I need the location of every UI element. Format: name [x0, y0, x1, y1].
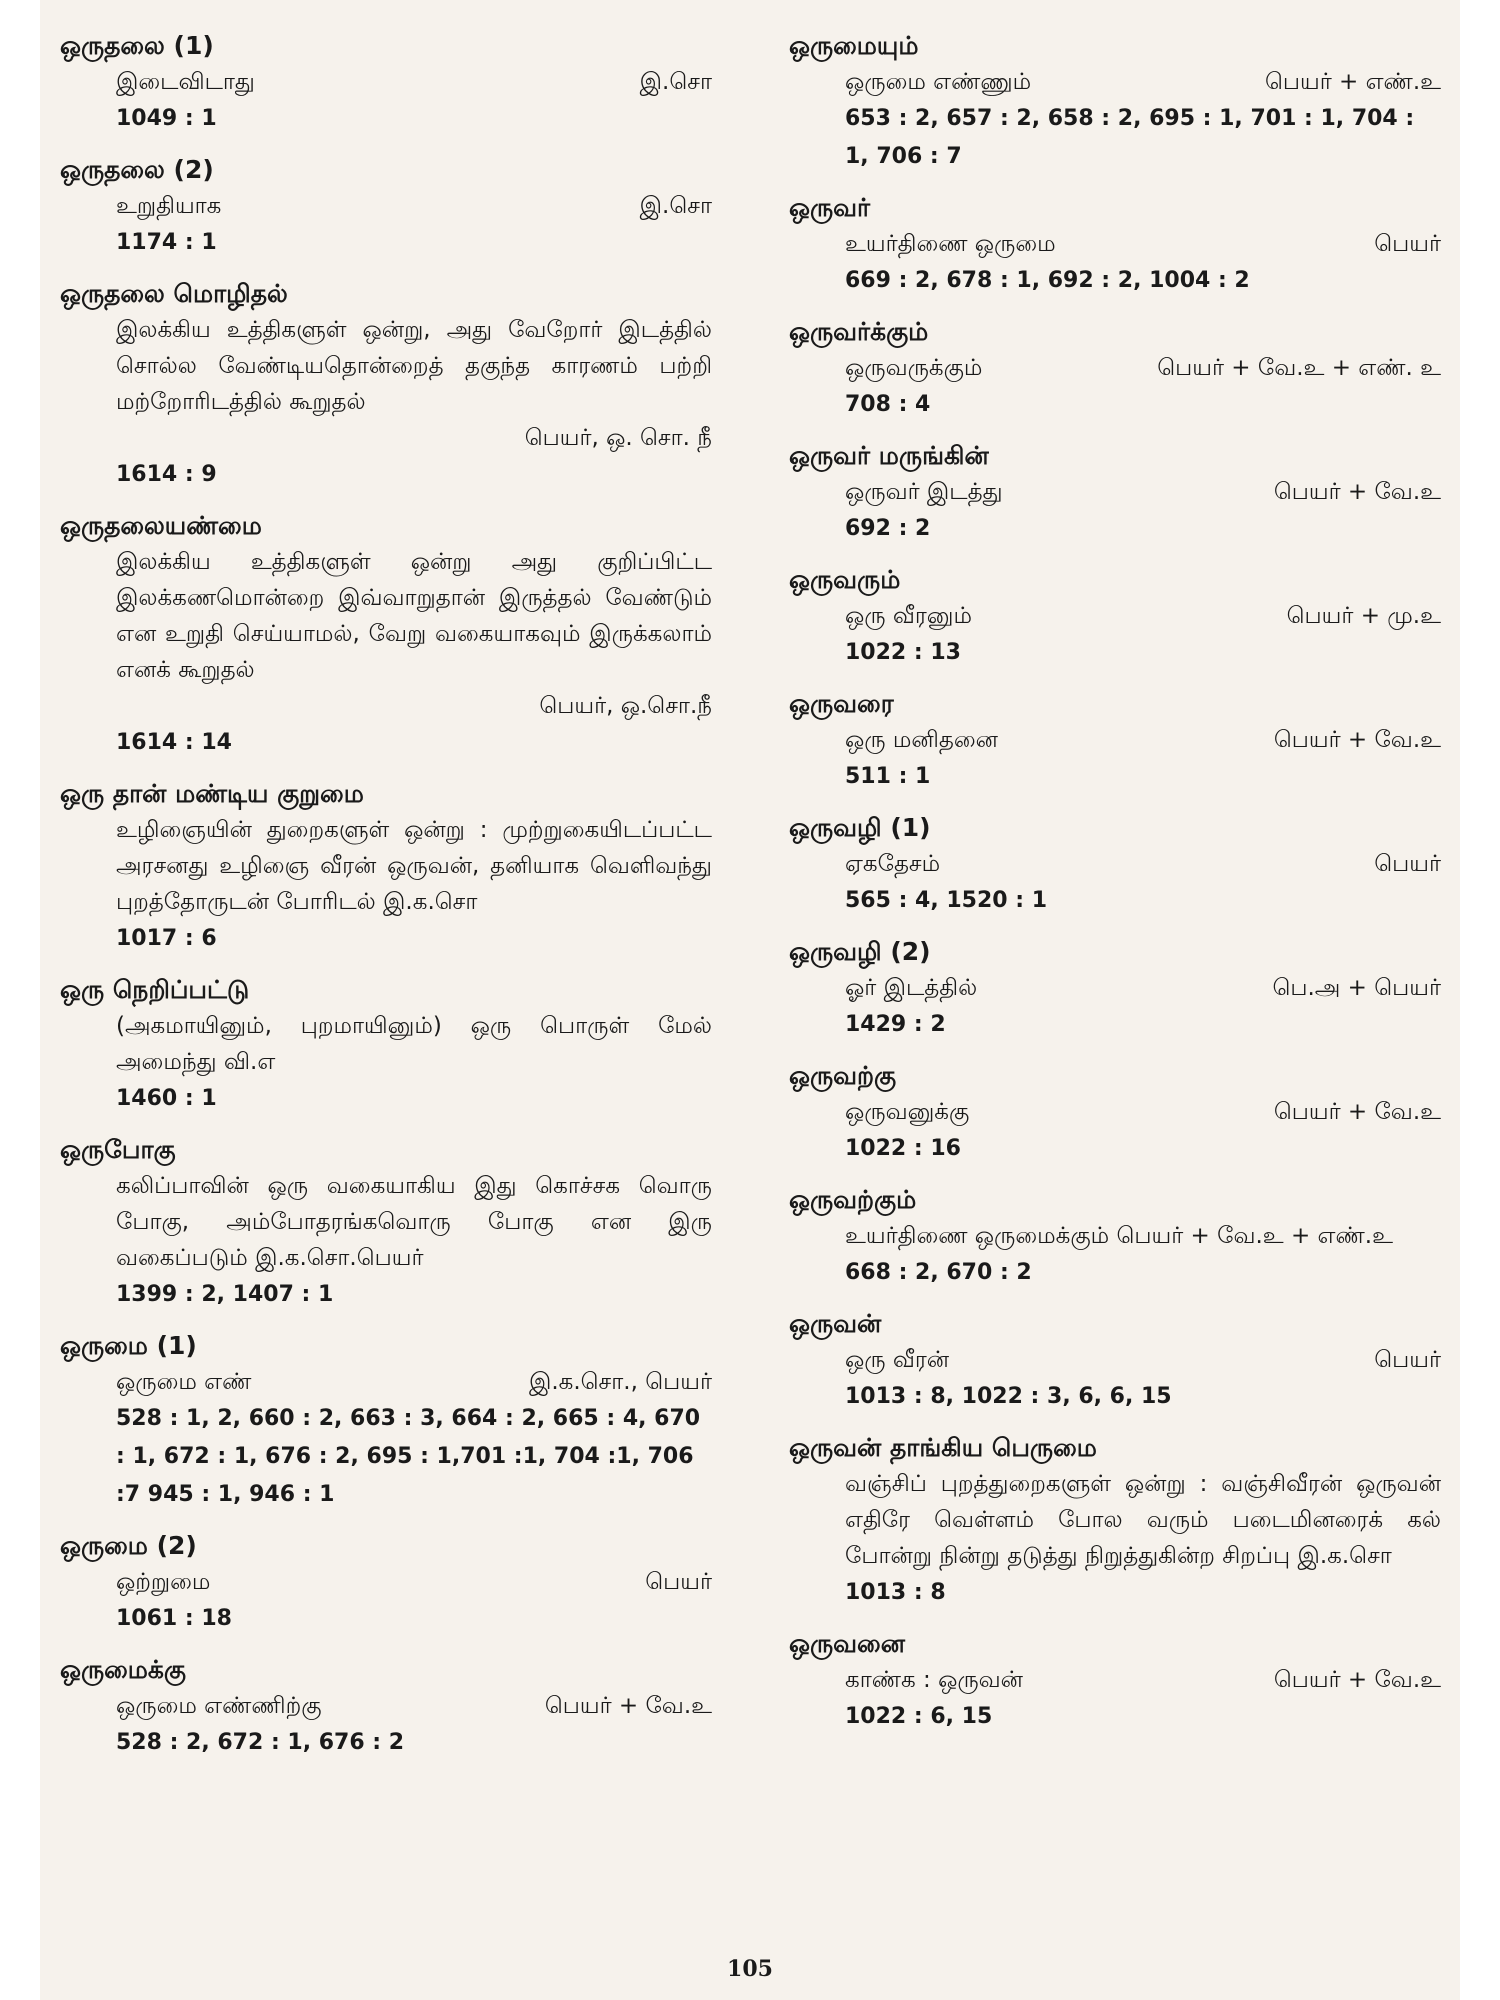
entry-references: 565 : 4, 1520 : 1 — [845, 888, 1048, 913]
entry-headword: ஒருமையும் — [789, 31, 919, 60]
entry-meaning — [845, 1466, 1441, 1574]
entry-gloss: ஒருமை எண்ணிற்கு — [116, 1693, 322, 1719]
entry-references: 1061 : 18 — [116, 1606, 232, 1631]
entry-references: 1614 : 14 — [116, 730, 232, 755]
entry-meaning-text: உழிஞையின் துறைகளுள் ஒன்று : முற்றுகையிடப்பட்ட அரசனது உழிஞை வீரன் ஒருவன், தனியாக வெளிவந்து புறத்தோருடன் போரிடல் — [116, 817, 712, 915]
entry-gloss: உயர்திணை ஒருமைக்கும் பெயர் + வே.உ + எண்.உ — [845, 1223, 1393, 1249]
entry-gloss: ஒற்றுமை — [116, 1569, 211, 1595]
dictionary-entry — [60, 152, 712, 262]
entry-references: 1429 : 2 — [845, 1012, 946, 1037]
entry-references: 528 : 1, 2, 660 : 2, 663 : 3, 664 : 2, 665 : 4, 670 : 1, 672 : 1, 676 : 2, 695 : 1,701 :1, 704 :1, 706 :7 945 : 1, 946 : 1 — [116, 1406, 701, 1507]
entry-headword: ஒருவர்க்கும் — [789, 317, 929, 346]
entry-references: 669 : 2, 678 : 1, 692 : 2, 1004 : 2 — [845, 268, 1250, 293]
entry-gloss: ஒருவருக்கும் — [845, 355, 983, 381]
page-number: 105 — [727, 1956, 773, 1982]
entry-category: இ.க.சொ.பெயர் — [255, 1245, 424, 1271]
entry-references: 528 : 2, 672 : 1, 676 : 2 — [116, 1730, 405, 1755]
entry-headword: ஒரு தான் மண்டிய குறுமை — [60, 779, 364, 808]
entry-meaning — [116, 812, 712, 920]
dictionary-entry — [789, 28, 1441, 176]
dictionary-entry — [789, 1182, 1441, 1292]
entry-headword: ஒருமை (2) — [60, 1531, 197, 1560]
entry-headword: ஒரு நெறிப்பட்டு — [60, 975, 250, 1004]
entry-headword: ஒருமை (1) — [60, 1331, 197, 1360]
dictionary-entry — [60, 508, 712, 762]
entry-headword: ஒருவற்கும் — [789, 1185, 917, 1214]
dictionary-entry — [60, 276, 712, 494]
entry-headword: ஒருதலையண்மை — [60, 511, 262, 540]
entry-gloss: ஒரு வீரன் — [845, 1347, 950, 1373]
entry-headword: ஒருவற்கு — [789, 1061, 897, 1090]
dictionary-entry — [789, 1306, 1441, 1416]
dictionary-entry — [60, 1652, 712, 1762]
entry-gloss: உயர்திணை ஒருமை — [845, 231, 1056, 257]
entry-headword: ஒருவனை — [789, 1629, 905, 1658]
entry-headword: ஒருவன் தாங்கிய பெருமை — [789, 1433, 1097, 1462]
entry-meaning: இலக்கிய உத்திகளுள் ஒன்று, அது வேறோர் இடத்தில் சொல்ல வேண்டியதொன்றைத் தகுந்த காரணம் பற்றி மற்றோரிடத்தில் கூறுதல் — [116, 317, 712, 415]
entry-gloss: ஏகதேசம் — [845, 851, 941, 877]
entry-category: பெயர், ஒ. சொ. நீ — [524, 425, 712, 451]
entry-headword: ஒருதலை (2) — [60, 155, 214, 184]
dictionary-entry — [60, 1528, 712, 1638]
entry-category: பெ.அ + பெயர் — [1272, 975, 1441, 1001]
entry-references: 511 : 1 — [845, 764, 931, 789]
entry-gloss: ஒருவர் இடத்து — [845, 479, 1003, 505]
entry-meaning: இலக்கிய உத்திகளுள் ஒன்று அது குறிப்பிட்ட இலக்கணமொன்றை இவ்வாறுதான் இருத்தல் வேண்டும் என உறுதி செய்யாமல், வேறு வகையாகவும் இருக்கலாம் எனக் கூறுதல் — [116, 549, 712, 683]
entry-references: 1013 : 8 — [845, 1580, 946, 1605]
entry-meaning-text: (அகமாயினும், புறமாயினும்) ஒரு பொருள் மேல் அமைந்து — [116, 1013, 712, 1075]
entry-category: பெயர் + வே.உ — [1273, 1667, 1441, 1693]
entry-references: 653 : 2, 657 : 2, 658 : 2, 695 : 1, 701 : 1, 704 : 1, 706 : 7 — [845, 106, 1415, 169]
dictionary-entry — [60, 1132, 712, 1314]
dictionary-entry — [789, 438, 1441, 548]
entry-references: 1174 : 1 — [116, 230, 217, 255]
entry-gloss: ஒருமை எண்ணும் — [845, 69, 1032, 95]
entry-meaning-text: கலிப்பாவின் ஒரு வகையாகிய இது கொச்சக வொரு போகு, அம்போதரங்கவொரு போகு என இரு வகைப்படும் — [116, 1173, 712, 1271]
entry-gloss: ஒருவனுக்கு — [845, 1099, 970, 1125]
entry-category: இ.சொ — [639, 193, 712, 219]
entry-references: 1460 : 1 — [116, 1086, 217, 1111]
entry-category: பெயர் + வே.உ + எண். உ — [1157, 355, 1441, 381]
entry-category: பெயர் + வே.உ — [1273, 1099, 1441, 1125]
entry-category: பெயர் + எண்.உ — [1264, 69, 1441, 95]
entry-category: பெயர் + வே.உ — [1273, 727, 1441, 753]
entry-category: இ.சொ — [639, 69, 712, 95]
entry-headword: ஒருவரும் — [789, 565, 901, 594]
entry-headword: ஒருவரை — [789, 689, 894, 718]
dictionary-entry — [789, 810, 1441, 920]
entry-gloss: காண்க : ஒருவன் — [845, 1667, 1023, 1693]
entry-references: 1399 : 2, 1407 : 1 — [116, 1282, 334, 1307]
dictionary-entry — [60, 972, 712, 1118]
entry-gloss: ஒரு வீரனும் — [845, 603, 972, 629]
entry-headword: ஒருதலை மொழிதல் — [60, 279, 288, 308]
entry-headword: ஒருவழி (1) — [789, 813, 931, 842]
entry-headword: ஒருபோகு — [60, 1135, 176, 1164]
entry-category: பெயர் + வே.உ — [1273, 479, 1441, 505]
dictionary-entry — [789, 1626, 1441, 1736]
entry-headword: ஒருவர் — [789, 193, 871, 222]
dictionary-entry — [789, 934, 1441, 1044]
dictionary-entry — [789, 1430, 1441, 1612]
entry-headword: ஒருவன் — [789, 1309, 882, 1338]
entry-meaning — [116, 1008, 712, 1080]
dictionary-entry — [789, 562, 1441, 672]
entry-references: 1017 : 6 — [116, 926, 217, 951]
entry-headword: ஒருவர் மருங்கின் — [789, 441, 989, 470]
entry-category: பெயர் — [1374, 1347, 1441, 1373]
dictionary-entry — [789, 314, 1441, 424]
entry-gloss: இடைவிடாது — [116, 69, 255, 95]
entry-category: இ.க.சொ — [1297, 1543, 1392, 1569]
entry-category: பெயர் — [1374, 851, 1441, 877]
entry-references: 1022 : 6, 15 — [845, 1704, 993, 1729]
entry-references: 708 : 4 — [845, 392, 931, 417]
dictionary-entry — [60, 28, 712, 138]
entry-references: 1614 : 9 — [116, 462, 217, 487]
left-column — [60, 28, 712, 1776]
entry-category: வி.எ — [223, 1049, 276, 1075]
entry-headword: ஒருவழி (2) — [789, 937, 931, 966]
entry-category: பெயர் — [1374, 231, 1441, 257]
entry-gloss: ஒரு மனிதனை — [845, 727, 998, 753]
entry-references: 692 : 2 — [845, 516, 931, 541]
entry-headword: ஒருமைக்கு — [60, 1655, 186, 1684]
entry-category: பெயர் — [645, 1569, 712, 1595]
entry-gloss: ஓர் இடத்தில் — [845, 975, 978, 1001]
entry-meaning — [116, 1168, 712, 1276]
dictionary-entry — [789, 1058, 1441, 1168]
entry-category: பெயர் + மு.உ — [1286, 603, 1441, 629]
entry-references: 1022 : 13 — [845, 640, 961, 665]
entry-references: 1013 : 8, 1022 : 3, 6, 6, 15 — [845, 1384, 1172, 1409]
entry-references: 1022 : 16 — [845, 1136, 961, 1161]
entry-references: 1049 : 1 — [116, 106, 217, 131]
dictionary-entry — [789, 686, 1441, 796]
dictionary-entry — [789, 190, 1441, 300]
entry-gloss: உறுதியாக — [116, 193, 222, 219]
entry-category: இ.க.சொ — [383, 889, 478, 915]
entry-category: பெயர், ஒ.சொ.நீ — [539, 693, 712, 719]
entry-headword: ஒருதலை (1) — [60, 31, 214, 60]
entry-gloss: ஒருமை எண் — [116, 1369, 252, 1395]
entry-category: பெயர் + வே.உ — [544, 1693, 712, 1719]
dictionary-entry — [60, 1328, 712, 1514]
right-column — [789, 28, 1441, 1750]
entry-category: இ.க.சொ., பெயர் — [528, 1369, 712, 1395]
dictionary-entry — [60, 776, 712, 958]
entry-meaning-text: வஞ்சிப் புறத்துறைகளுள் ஒன்று : வஞ்சிவீரன் ஒருவன் எதிரே வெள்ளம் போல வரும் படைமினரைக் கல் போன்று நின்று தடுத்து நிறுத்துகின்ற சிறப்பு — [845, 1471, 1441, 1569]
entry-references: 668 : 2, 670 : 2 — [845, 1260, 1032, 1285]
